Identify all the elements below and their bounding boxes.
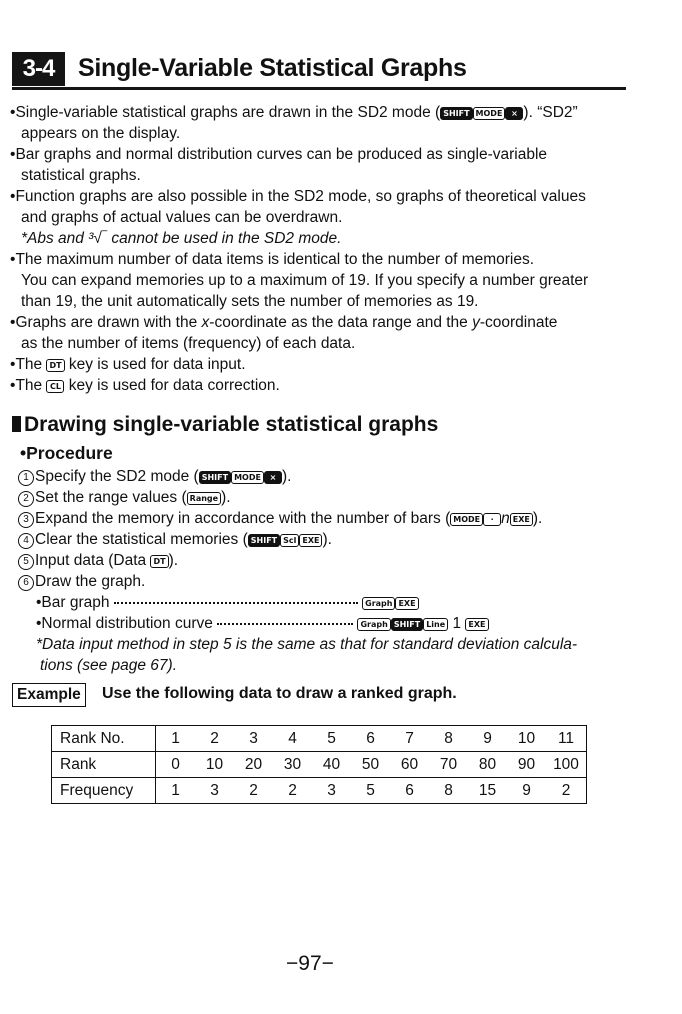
procedure-title: •Procedure bbox=[20, 443, 113, 463]
shift-key: SHIFT bbox=[199, 471, 231, 484]
step-4: 4 Clear the statistical memories ( SHIFT Scl EXE ). bbox=[18, 529, 648, 550]
example-label: Example bbox=[12, 683, 86, 707]
intro-item-3: •Function graphs are also possible in the SD2 mode, so graphs of theoretical values bbox=[10, 188, 586, 205]
row-values: 1 3 2 2 3 5 6 8 15 9 2 bbox=[171, 781, 571, 799]
shift-key: SHIFT bbox=[248, 534, 280, 547]
intro-item-7: •The CL key is used for data correction. bbox=[10, 377, 280, 394]
multiply-key: × bbox=[264, 471, 282, 484]
heading-square-icon bbox=[12, 416, 21, 432]
step-number-icon: 4 bbox=[18, 533, 34, 549]
step-3: 3 Expand the memory in accordance with the number of bars ( MODE · n EXE ). bbox=[18, 508, 648, 529]
step-number-icon: 3 bbox=[18, 512, 34, 528]
section-number-badge: 3-4 bbox=[12, 52, 65, 86]
intro-item-2: •Bar graphs and normal distribution curves can be produced as single-variable bbox=[10, 146, 548, 163]
row-values: 1 2 3 4 5 6 7 8 9 10 11 bbox=[171, 729, 575, 747]
procedure-steps: 1 Specify the SD2 mode ( SHIFT MODE × ). 2 Set the range values ( Range ). 3 Expand the memory in accordance with the number of bars ( MODE · n EXE ). 4 Clear the statistical memories ( SHIFT Scl EXE ). 5 Input data (Data DT ). 6 Draw the graph. •Bar graph Graph EXE •Normal distribution curve Graph SHIFT Line 1 EXE *Data input method in step 5 is the same as that for standard deviation calcula- tions (see page 67). bbox=[18, 466, 648, 676]
dt-key: DT bbox=[150, 555, 168, 568]
exe-key: EXE bbox=[395, 597, 418, 610]
row-values: 0 10 20 30 40 50 60 70 80 90 100 bbox=[171, 755, 579, 773]
intro-item-5: •Graphs are drawn with the x-coordinate as the data range and the y-coordinate bbox=[10, 314, 558, 331]
shift-key: SHIFT bbox=[440, 107, 472, 120]
graph-key: Graph bbox=[362, 597, 395, 610]
step-number-icon: 5 bbox=[18, 554, 34, 570]
mode-key: MODE bbox=[231, 471, 264, 484]
step-number-icon: 6 bbox=[18, 575, 34, 591]
procedure-note: *Data input method in step 5 is the same as that for standard deviation calcula- bbox=[36, 636, 578, 653]
step-number-icon: 1 bbox=[18, 470, 34, 486]
intro-item-4: •The maximum number of data items is identical to the number of memories. bbox=[10, 251, 535, 268]
example-text: Use the following data to draw a ranked graph. bbox=[102, 685, 457, 702]
multiply-key: × bbox=[505, 107, 523, 120]
step-number-icon: 2 bbox=[18, 491, 34, 507]
table-row bbox=[52, 752, 587, 778]
intro-note: *Abs and ³√‾ cannot be used in the SD2 mode. bbox=[21, 230, 342, 247]
step-5: 5 Input data (Data DT ). bbox=[18, 550, 648, 571]
exe-key: EXE bbox=[299, 534, 322, 547]
section-title-rule bbox=[12, 87, 626, 90]
cl-key: CL bbox=[46, 380, 64, 393]
line-key: Line bbox=[423, 618, 448, 631]
step-1: 1 Specify the SD2 mode ( SHIFT MODE × ). bbox=[18, 466, 648, 487]
dot-leader bbox=[114, 602, 358, 604]
scl-key: Scl bbox=[280, 534, 299, 547]
step-2: 2 Set the range values ( Range ). bbox=[18, 487, 648, 508]
subsection-heading: Drawing single-variable statistical graphs bbox=[12, 413, 438, 437]
table-row bbox=[52, 726, 587, 752]
row-header: Frequency bbox=[52, 778, 156, 804]
mode-key: MODE bbox=[450, 513, 483, 526]
row-header: Rank bbox=[52, 752, 156, 778]
mode-key: MODE bbox=[473, 107, 506, 120]
dot-leader bbox=[217, 623, 353, 625]
dot-key: · bbox=[483, 513, 501, 526]
range-key: Range bbox=[187, 492, 221, 505]
normal-curve-line: •Normal distribution curve Graph SHIFT Line 1 EXE bbox=[18, 613, 648, 634]
bar-graph-line: •Bar graph Graph EXE bbox=[18, 592, 648, 613]
intro-paragraphs: •Single-variable statistical graphs are drawn in the SD2 mode ( SHIFT MODE × ). “SD2” appears on the display. •Bar graphs and normal distribution curves can be produced as single-variable statistical graphs. •Function graphs are also possible in the SD2 mode, so graphs of theoretical values and graphs of actual values can be overdrawn. *Abs and ³√‾ cannot be used in the SD2 mode. •The maximum number of data items is identical to the number of memories. You can expand memories up to a maximum of 19. If you specify a number greater than 19, the unit automatically sets the number of memories as 19. •Graphs are drawn with the x-coordinate as the data range and the y-coordinate as the number of items (frequency) of each data. •The DT key is used for data input. •The CL key is used for data correction. bbox=[10, 102, 634, 396]
step-6: 6 Draw the graph. bbox=[18, 571, 648, 592]
exe-key: EXE bbox=[465, 618, 488, 631]
intro-item-1: •Single-variable statistical graphs are drawn in the SD2 mode ( SHIFT MODE × ). “SD2” bbox=[10, 104, 578, 121]
table-row bbox=[52, 778, 587, 804]
exe-key: EXE bbox=[510, 513, 533, 526]
data-table bbox=[51, 725, 587, 804]
intro-item-6: •The DT key is used for data input. bbox=[10, 356, 246, 373]
page-number: −97− bbox=[286, 952, 334, 975]
graph-key: Graph bbox=[357, 618, 390, 631]
row-header: Rank No. bbox=[52, 726, 156, 752]
section-title: Single-Variable Statistical Graphs bbox=[78, 54, 467, 82]
shift-key: SHIFT bbox=[391, 618, 423, 631]
dt-key: DT bbox=[46, 359, 64, 372]
